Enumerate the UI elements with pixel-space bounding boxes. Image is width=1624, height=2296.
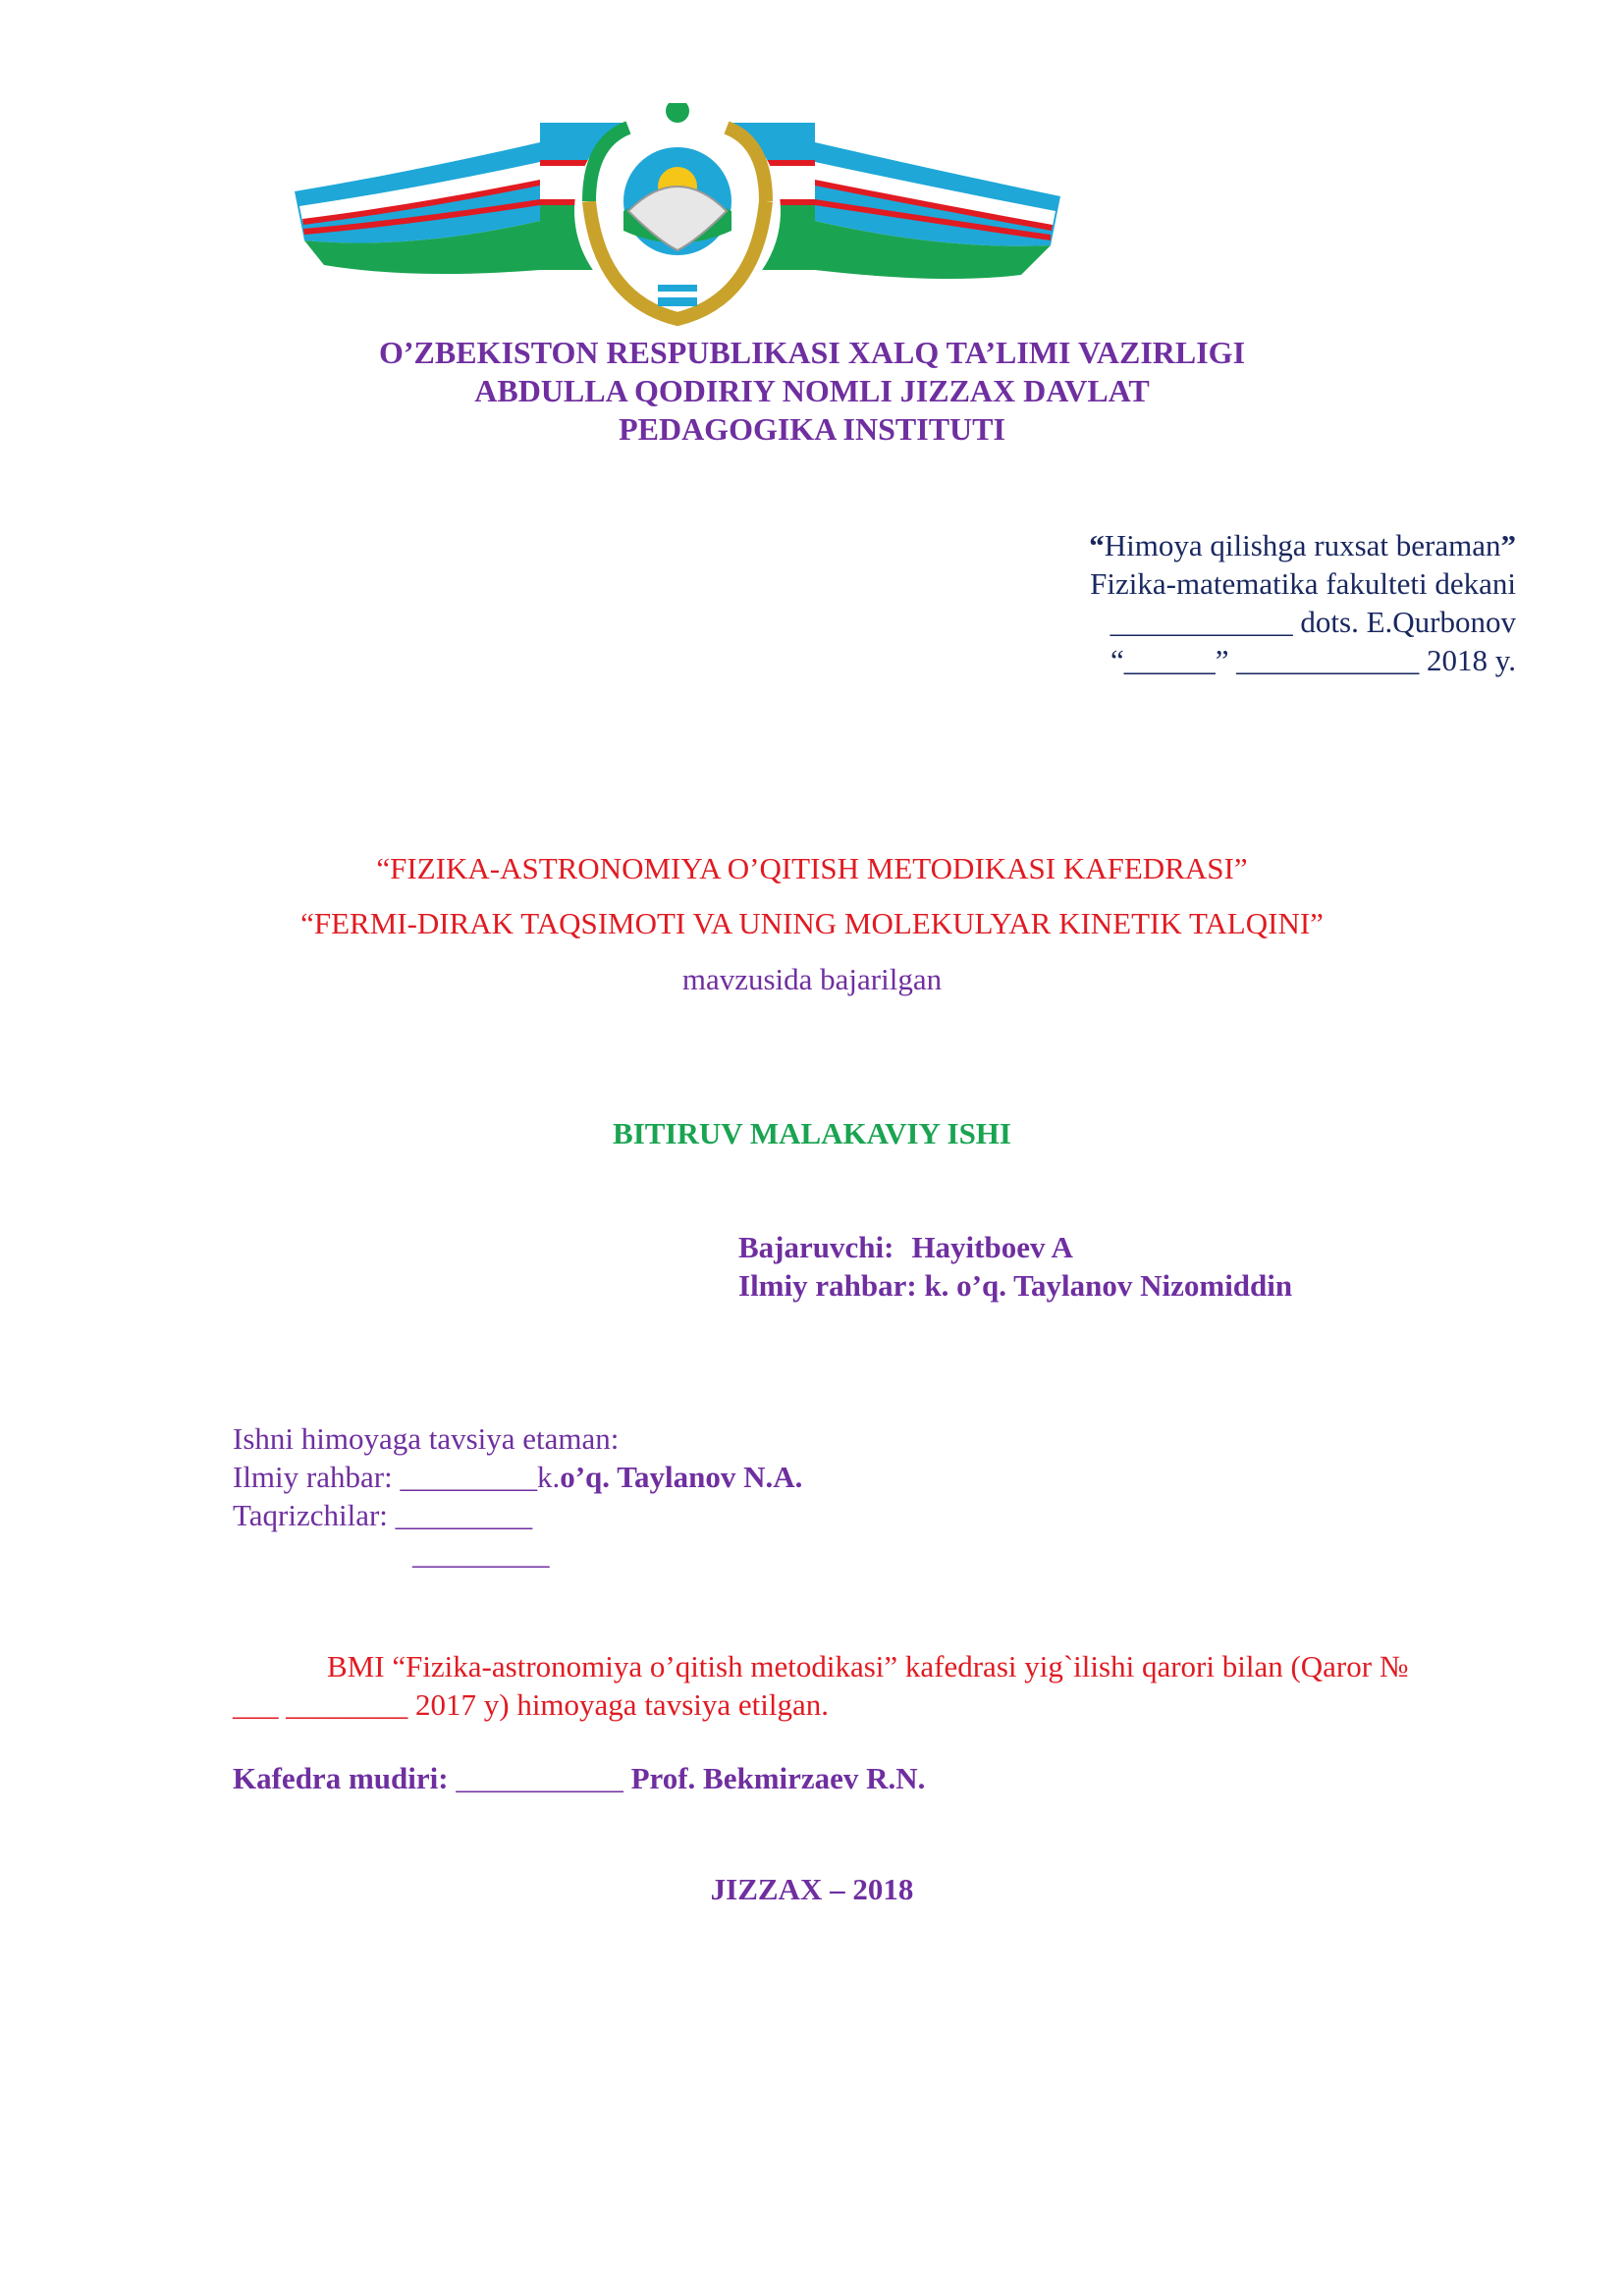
head-name: Prof. Bekmirzaev R.N. bbox=[630, 1761, 926, 1795]
advisor-name: k. o’q. Taylanov Nizomiddin bbox=[924, 1268, 1293, 1303]
emblem-flag-icon bbox=[295, 103, 1060, 339]
approval-close-quote: ” bbox=[1500, 528, 1516, 562]
executor-line bbox=[738, 1228, 1073, 1266]
rec-advisor-label: Ilmiy rahbar: _________k. bbox=[233, 1460, 561, 1494]
head-label: Kafedra mudiri: bbox=[233, 1761, 449, 1795]
city-year: JIZZAX – 2018 bbox=[710, 1872, 914, 1906]
flag-ribbon-right bbox=[815, 142, 1060, 279]
work-type: BITIRUV MALAKAVIY ISHI bbox=[613, 1116, 1011, 1150]
dean-title: Fizika-matematika fakulteti dekani bbox=[1090, 566, 1516, 601]
flag-ribbon-left bbox=[295, 142, 540, 274]
recommendation-advisor bbox=[233, 1458, 802, 1496]
rec-advisor-name: o’q. Taylanov N.A. bbox=[560, 1460, 803, 1494]
institute-title-line2: PEDAGOGIKA INSTITUTI bbox=[619, 411, 1005, 447]
recommendation-line: Ishni himoyaga tavsiya etaman: bbox=[233, 1421, 620, 1456]
advisor-label: Ilmiy rahbar: bbox=[738, 1268, 917, 1303]
approval-line bbox=[1089, 526, 1516, 564]
approval-date: “______” ____________ 2018 y. bbox=[1110, 643, 1516, 677]
bmi-statement-line2: ___ ________ 2017 y) himoyaga tavsiya etilgan. bbox=[233, 1687, 829, 1722]
coat-of-arms-icon bbox=[574, 103, 781, 319]
reviewers-line: Taqrizchilar: _________ bbox=[233, 1498, 533, 1532]
executor-label: Bajaruvchi: bbox=[738, 1230, 894, 1264]
bmi-statement-line1: BMI “Fizika-astronomiya o’qitish metodikasi” kafedrasi yig`ilishi qarori bilan (Qaror № bbox=[327, 1649, 1409, 1683]
approval-open-quote: “ bbox=[1089, 528, 1105, 562]
institute-title-line1: ABDULLA QODIRIY NOMLI JIZZAX DAVLAT bbox=[474, 373, 1150, 408]
head-signature-blank: ___________ bbox=[456, 1761, 623, 1795]
dean-signature: ____________ dots. E.Qurbonov bbox=[1110, 605, 1516, 639]
reviewers-line2: _________ bbox=[412, 1536, 550, 1571]
thesis-topic: “FERMI-DIRAK TAQSIMOTI VA UNING MOLEKULYAR KINETIK TALQINI” bbox=[300, 906, 1324, 940]
topic-subtitle: mavzusida bajarilgan bbox=[681, 962, 943, 996]
ministry-title: O’ZBEKISTON RESPUBLIKASI XALQ TA’LIMI VAZIRLIGI bbox=[378, 335, 1246, 370]
department-name: “FIZIKA-ASTRONOMIYA O’QITISH METODIKASI KAFEDRASI” bbox=[376, 851, 1248, 885]
state-emblem-banner bbox=[295, 103, 1060, 339]
approval-text: Himoya qilishga ruxsat beraman bbox=[1104, 528, 1501, 562]
head-of-department bbox=[233, 1759, 925, 1797]
advisor-line bbox=[738, 1266, 1292, 1305]
executor-name: Hayitboev A bbox=[911, 1230, 1073, 1264]
